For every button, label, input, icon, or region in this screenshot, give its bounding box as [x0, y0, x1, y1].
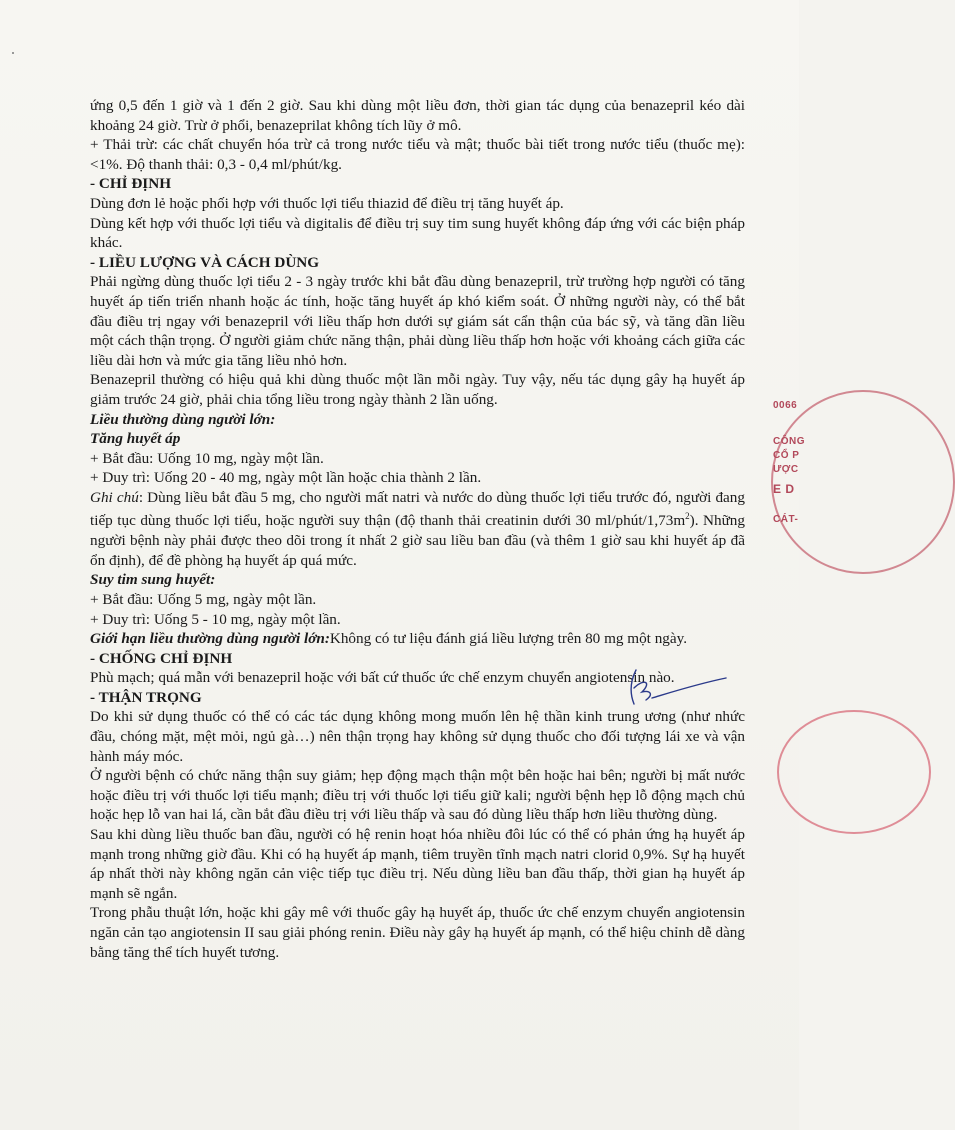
paragraph-start-dose: + Bắt đầu: Uống 10 mg, ngày một lần.	[90, 449, 324, 467]
heading-contraindications: - CHỐNG CHỈ ĐỊNH	[90, 649, 233, 667]
subheading-heart-failure: Suy tim sung huyết:	[90, 571, 216, 589]
note-text-a: : Dùng liều bắt đầu 5 mg, cho người mất natri và nước do dùng thuốc lợi tiểu trước đó, người đang tiếp tục dùng thuốc lợi tiểu, hoặc người suy thận (độ thanh thải creatinin dưới 30 ml/phút/1,73m	[90, 488, 745, 530]
note-text-b: ). Những người bệnh này phải được theo dõi trong ít nhất 2 giờ sau liều ban đầu (và thêm 1 giờ sau khi huyết áp đã ổn định), để đề phòng hạ huyết áp quá mức.	[90, 512, 745, 569]
company-stamp	[767, 390, 807, 620]
dose-limit-text: Không có tư liệu đánh giá liều lượng trên 80 mg một ngày.	[329, 630, 688, 648]
stamp-ring	[771, 390, 955, 574]
signature-mark	[622, 664, 732, 714]
note-superscript: 2	[685, 511, 690, 522]
dose-limit-label: Giới hạn liều thường dùng người lớn:	[90, 630, 330, 648]
paragraph-contraindication: Phù mạch; quá mẫn với benazepril hoặc với bất cứ thuốc ức chế enzym chuyển angiotensin nào.	[90, 669, 675, 687]
paragraph-elimination: + Thải trừ: các chất chuyển hóa trừ cả trong nước tiểu và mật; thuốc bài tiết trong nước tiểu (thuốc mẹ): <1%. Độ thanh thải: 0,3 - 0,4 ml/phút/kg.	[90, 136, 745, 173]
stamp-text-3: CỔ P	[773, 450, 800, 461]
note-label: Ghi chú	[90, 488, 139, 506]
document-body	[90, 96, 745, 962]
paragraph-precaution-3: Sau khi dùng liều thuốc ban đầu, người có hệ renin hoạt hóa nhiều đôi lúc có thể có phản ứng hạ huyết áp mạnh trong những giờ đầu. Khi có hạ huyết áp mạnh, tiêm truyền tĩnh mạch natri clorid 0,9%. Sự hạ huyết áp nhất thời này không ngăn cản việc tiếp tục điều trị. Nếu dùng liều ban đầu thấp, thời gian hạ huyết áp mạnh sẽ ngắn.	[90, 826, 745, 902]
paragraph-hf-start: + Bắt đầu: Uống 5 mg, ngày một lần.	[90, 590, 317, 608]
heading-dosage: - LIỀU LƯỢNG VÀ CÁCH DÙNG	[90, 253, 320, 271]
stamp-text-2: CÔNG	[773, 436, 805, 447]
red-stamp-ring	[777, 710, 931, 834]
paragraph-precaution-2: Ở người bệnh có chức năng thận suy giảm; hẹp động mạch thận một bên hoặc hai bên; người bị mất nước hoặc điều trị với thuốc lợi tiểu mạnh; điều trị với thuốc lợi tiểu giữ kali; người bệnh hẹp lỗ động mạch chủ hoặc hẹp lỗ van hai lá, cần bắt đầu điều trị với liều thấp và sau đó dùng liều thấp hơn liều thường dùng.	[90, 767, 745, 824]
paragraph-dosage-1: Phải ngừng dùng thuốc lợi tiểu 2 - 3 ngày trước khi bắt đầu dùng benazepril, trừ trường hợp người có tăng huyết áp tiến triển nhanh hoặc ác tính, hoặc tăng huyết áp khó kiểm soát. Ở những người này, có thể bắt đầu điều trị ngay với benazepril với liều thấp hơn dưới sự giám sát cẩn thận của bác sỹ, và tăng dần liều một cách thận trọng. Ở người giảm chức năng thận, phải dùng liều thấp hơn hoặc với khoảng cách giữa các liều dài hơn và mức gia tăng liều nhỏ hơn.	[90, 273, 745, 369]
paragraph-precaution-1: Do khi sử dụng thuốc có thể có các tác dụng không mong muốn lên hệ thần kinh trung ương (như nhức đầu, chóng mặt, mệt mỏi, ngủ gà…) nên thận trọng hay không sử dụng thuốc cho đối tượng lái xe và vận hành máy móc.	[90, 708, 745, 765]
stamp-text-4: ƯỢC	[773, 464, 799, 475]
paragraph-indication-2: Dùng kết hợp với thuốc lợi tiểu và digitalis để điều trị suy tim sung huyết không đáp ứng với các biện pháp khác.	[90, 214, 745, 252]
red-stamp-fragment	[771, 700, 805, 840]
subheading-hypertension: Tăng huyết áp	[90, 430, 181, 448]
heading-indications: - CHỈ ĐỊNH	[90, 175, 172, 193]
paragraph-hf-maintenance: + Duy trì: Uống 5 - 10 mg, ngày một lần.	[90, 610, 341, 628]
paragraph-precaution-4: Trong phẫu thuật lớn, hoặc khi gây mê với thuốc gây hạ huyết áp, thuốc ức chế enzym chuyển angiotensin ngăn cản tạo angiotensin II sau giải phóng renin. Điều này gây hạ huyết áp mạnh, có thể hiệu chỉnh dễ dàng bằng tăng thể tích huyết tương.	[90, 904, 745, 961]
paragraph-note	[90, 488, 745, 570]
heading-precautions: - THẬN TRỌNG	[90, 688, 202, 706]
paragraph-dosage-2: Benazepril thường có hiệu quả khi dùng thuốc một lần mỗi ngày. Tuy vậy, nếu tác dụng gây hạ huyết áp giảm trước 24 giờ, phải chia tổng liều trong ngày thành 2 lần uống.	[90, 371, 745, 408]
stamp-text-5: E D	[773, 482, 795, 496]
scan-speck	[12, 52, 14, 54]
paragraph-pharmacokinetics: ứng 0,5 đến 1 giờ và 1 đến 2 giờ. Sau khi dùng một liều đơn, thời gian tác dụng của benazepril kéo dài khoảng 24 giờ. Trừ ở phổi, benazeprilat không tích lũy ở mô.	[90, 97, 745, 134]
paragraph-maintenance-dose: + Duy trì: Uống 20 - 40 mg, ngày một lần hoặc chia thành 2 lần.	[90, 469, 482, 487]
paragraph-indication-1: Dùng đơn lẻ hoặc phối hợp với thuốc lợi tiểu thiazid để điều trị tăng huyết áp.	[90, 194, 564, 212]
subheading-adult-dose: Liều thường dùng người lớn:	[90, 410, 276, 428]
stamp-text-1: 0066	[773, 400, 798, 411]
stamp-text-6: CÁT-	[773, 514, 799, 525]
paragraph-dose-limit	[90, 629, 745, 649]
